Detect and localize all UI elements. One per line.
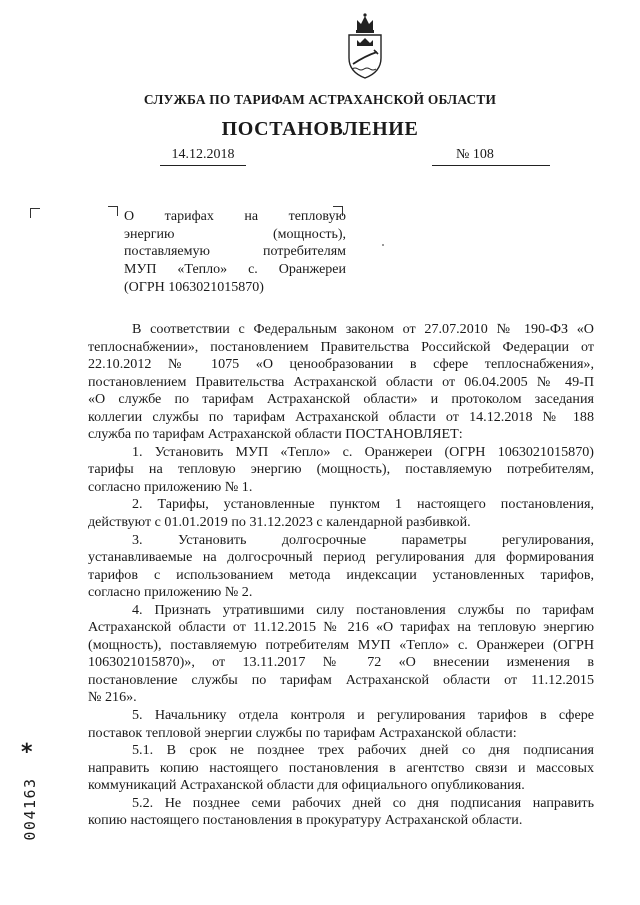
document-date: 14.12.2018 [160, 147, 246, 166]
body-line: устанавливаемые на долгосрочный период регулирования для формирования [88, 549, 594, 566]
body-line: 22.10.2012 № 1075 «О ценообразовании в сфере теплоснабжения», [88, 356, 594, 373]
body-line: 5. Начальнику отдела контроля и регулирования тарифов в сфере [132, 707, 594, 724]
body-line: В соответствии с Федеральным законом от 27.07.2010 № 190-ФЗ «О [132, 321, 594, 337]
subject-line: (ОГРН 1063021015870) [124, 279, 264, 295]
body-line: 5.2. Не позднее семи рабочих дней со дня подписания направить [132, 794, 594, 811]
document-subject [124, 208, 346, 297]
document-body [88, 321, 594, 830]
body-line: постановление службы по тарифам Астраханской области от 11.12.2015 [88, 671, 594, 688]
corner-mark-subject-left [108, 206, 118, 216]
subject-line: О тарифах на тепловую [124, 209, 346, 224]
body-line: постановлением Правительства Астраханской области от 06.04.2005 № 49-П [88, 373, 594, 390]
body-line: действуют с 01.01.2019 по 31.12.2023 с календарной разбивкой. [88, 514, 471, 531]
body-line: «О службе по тарифам Астраханской области» и протоколом заседания [88, 391, 594, 408]
body-line: согласно приложению № 1. [88, 478, 253, 495]
document-type: ПОСТАНОВЛЕНИЕ [221, 118, 419, 140]
body-line: Астраханской области от 11.12.2015 № 216 «О тарифах на тепловую энергию [88, 619, 594, 636]
body-line: коллегии службы по тарифам Астраханской области от 14.12.2018 № 188 [88, 408, 594, 425]
body-line: 1. Установить МУП «Тепло» с. Оранжереи (ОГРН 1063021015870) [132, 443, 594, 460]
body-line: 1063021015870)», от 13.11.2017 № 72 «О внесении изменения в [88, 654, 594, 671]
body-line: № 216». [88, 689, 137, 706]
subject-line: поставляемую потребителям [124, 244, 346, 260]
body-line: 4. Признать утратившими силу постановления службы по тарифам [132, 601, 594, 618]
body-line: тарифы на тепловую энергию (мощность), поставляемую потребителям, [88, 461, 594, 478]
corner-mark-left [30, 208, 40, 218]
body-line: 2. Тарифы, установленные пунктом 1 настоящего постановления, [132, 496, 594, 513]
scan-speck [382, 244, 384, 246]
body-line: направить копию настоящего постановления в агентство связи и массовых [88, 759, 594, 776]
body-line: согласно приложению № 2. [88, 584, 253, 601]
subject-line: МУП «Тепло» с. Оранжереи [124, 262, 346, 278]
body-line: теплоснабжении», постановлением Правительства Российской Федерации от [88, 338, 594, 355]
number-mark: № [456, 147, 470, 162]
registration-stamp [18, 742, 44, 850]
body-line: 5.1. В срок не позднее трех рабочих дней со дня подписания [132, 742, 594, 759]
coat-of-arms-icon [343, 12, 387, 80]
body-line: копию настоящего постановления в прокуратуру Астраханской области. [88, 812, 523, 829]
asterisk-mark: * [21, 740, 33, 765]
body-line: служба по тарифам Астраханской области ПОСТАНОВЛЯЕТ: [88, 426, 463, 443]
number-value: 108 [472, 147, 494, 162]
agency-name: СЛУЖБА ПО ТАРИФАМ АСТРАХАНСКОЙ ОБЛАСТИ [143, 92, 497, 107]
document-number [432, 147, 550, 166]
subject-line: энергию (мощность), [124, 226, 346, 242]
body-line: тарифов с использованием метода индексации установленных тарифов, [88, 566, 594, 583]
registration-code: 004163 [21, 777, 39, 841]
body-line: (мощность), поставляемую потребителям МУП «Тепло» с. Оранжереи (ОГРН [88, 636, 594, 653]
body-line: поставок тепловой энергии службы по тарифам Астраханской области: [88, 724, 517, 741]
body-line: 3. Установить долгосрочные параметры регулирования, [132, 531, 594, 548]
body-line: коммуникаций Астраханской области для официального опубликования. [88, 777, 525, 794]
